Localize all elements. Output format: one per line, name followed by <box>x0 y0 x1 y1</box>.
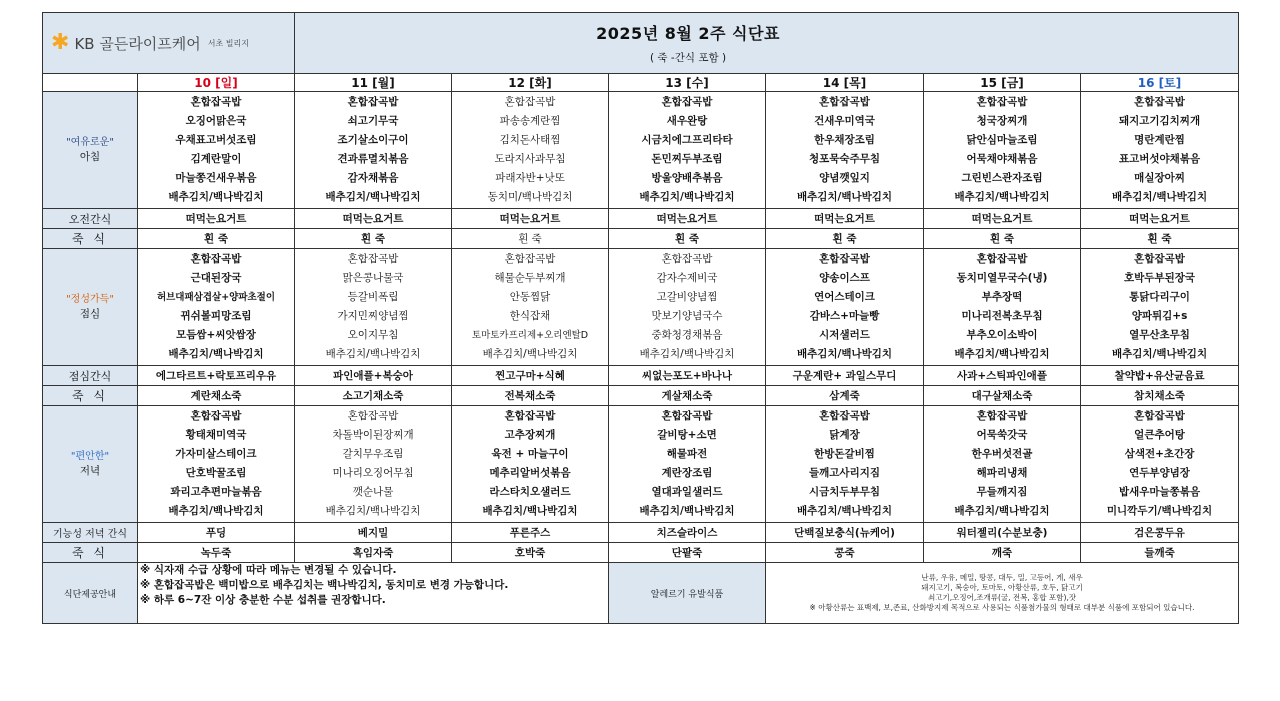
menu-item: 계란장조림 <box>661 467 713 479</box>
porridge-item: 흰 죽 <box>1081 229 1239 249</box>
menu-item: 근대된장국 <box>190 272 242 284</box>
menu-item: 조기살소이구이 <box>337 134 409 146</box>
porridge-item: 흰 죽 <box>295 229 452 249</box>
menu-item: 연어스테이크 <box>814 291 875 303</box>
breakfast-menu <box>1081 92 1239 209</box>
breakfast-row <box>43 92 1239 209</box>
dinner-menu <box>924 406 1081 523</box>
menu-item: 맛보기양념국수 <box>651 310 723 322</box>
menu-item: 배추김치/백나박김치 <box>1111 191 1208 203</box>
dinner-slogan: "편안한" <box>70 451 110 463</box>
menu-item: 혼합잡곡밥 <box>661 410 713 422</box>
menu-item: 양송이스프 <box>819 272 870 284</box>
menu-item: 혼합잡곡밥 <box>190 253 242 265</box>
menu-item: 배추김치/백나박김치 <box>954 505 1050 517</box>
porridge-row-2 <box>43 386 1239 406</box>
menu-item: 파송송계란찜 <box>499 115 561 127</box>
menu-item: 한식잡채 <box>509 310 551 322</box>
menu-item: 배추김치/백나박김치 <box>954 348 1050 360</box>
breakfast-menu <box>452 92 609 209</box>
porridge-item: 흰 죽 <box>924 229 1081 249</box>
dinner-row <box>43 406 1239 523</box>
pm-snack-row <box>43 366 1239 386</box>
dinner-menu <box>609 406 766 523</box>
menu-item: 고갈비양념찜 <box>656 291 718 303</box>
logo-branch: 서초 빌리지 <box>207 38 249 48</box>
menu-item: 혼합잡곡밥 <box>1134 410 1185 422</box>
menu-item: 통닭다리구이 <box>1129 291 1190 303</box>
porridge-item: 소고기채소죽 <box>295 386 452 406</box>
menu-item: 시금치에그프리타타 <box>641 134 733 146</box>
menu-item: 열대과일샐러드 <box>651 486 723 498</box>
meal-plan <box>42 12 1238 624</box>
menu-item: 해물순두부찌개 <box>494 272 566 284</box>
menu-item: 우채표고버섯조림 <box>175 134 257 146</box>
menu-item: 고추장찌개 <box>504 429 556 441</box>
day-header: 12 [화] <box>452 74 609 92</box>
lunch-menu <box>766 249 924 366</box>
am-snack-label: 오전간식 <box>43 209 138 229</box>
title-cell <box>295 13 1239 74</box>
menu-item: 닭안심마늘조림 <box>966 134 1038 146</box>
menu-item: 한우채장조림 <box>814 134 875 146</box>
porridge-item: 흰 죽 <box>138 229 295 249</box>
menu-item: 배추김치/백나박김치 <box>639 505 735 517</box>
am-snack-item: 떠먹는요거트 <box>924 209 1081 229</box>
dinner-menu <box>766 406 924 523</box>
menu-item: 배추김치/백나박김치 <box>168 191 264 203</box>
menu-item: 어묵채야채볶음 <box>966 153 1038 165</box>
corner-cell <box>43 74 138 92</box>
menu-item: 그린빈스관자조림 <box>961 172 1043 184</box>
am-snack-row <box>43 209 1239 229</box>
menu-item: 해파리냉채 <box>976 467 1028 479</box>
menu-item: 중화청경채볶음 <box>651 329 723 341</box>
footer-row <box>43 563 1239 624</box>
menu-item: 배추김치/백나박김치 <box>1111 348 1208 360</box>
kb-star-icon: ✱ <box>51 30 70 55</box>
menu-item: 쇠고기무국 <box>347 115 399 127</box>
menu-item: 방울양배추볶음 <box>651 172 723 184</box>
menu-item: 혼합잡곡밥 <box>347 253 399 265</box>
menu-item: 동치미열무국수(냉) <box>956 272 1048 284</box>
allergy-cell <box>766 563 1239 624</box>
pm-snack-item: 찐고구마+식혜 <box>452 366 609 386</box>
menu-item: 배추김치/백나박김치 <box>482 505 578 517</box>
dinner-snack-item: 워터젤리(수분보충) <box>924 523 1081 543</box>
menu-item: 연두부양념장 <box>1129 467 1190 479</box>
lunch-menu <box>609 249 766 366</box>
breakfast-slogan: "여유로운" <box>66 137 114 149</box>
am-snack-item: 떠먹는요거트 <box>1081 209 1239 229</box>
menu-item: 차돌박이된장찌개 <box>332 429 414 441</box>
menu-item: 배추김치/백나박김치 <box>325 348 421 360</box>
menu-item: 배추김치/백나박김치 <box>796 505 893 517</box>
day-header: 11 [월] <box>295 74 452 92</box>
menu-item: 뀌쉬볼피망조림 <box>180 310 252 322</box>
menu-item: 미나리오징어무침 <box>332 467 414 479</box>
breakfast-title: 아침 <box>79 150 101 163</box>
dinner-snack-item: 단백질보충식(뉴케어) <box>766 523 924 543</box>
porridge-item: 호박죽 <box>452 543 609 563</box>
menu-item: 혼합잡곡밥 <box>347 96 399 108</box>
menu-item: 혼합잡곡밥 <box>661 253 713 265</box>
menu-item: 혼합잡곡밥 <box>819 253 870 265</box>
dinner-snack-label: 기능성 저녁 간식 <box>43 523 138 543</box>
menu-item: 감자채볶음 <box>347 172 399 184</box>
porridge-label: 죽 식 <box>43 543 138 563</box>
menu-item: 황태채미역국 <box>185 429 247 441</box>
dinner-snack-item: 베지밀 <box>295 523 452 543</box>
menu-item: 부추오이소박이 <box>966 329 1038 341</box>
menu-item: 갈치무우조림 <box>342 448 404 460</box>
menu-item: 시금치두부무침 <box>809 486 881 498</box>
menu-item: 갈비탕+소면 <box>657 429 717 441</box>
menu-item: 오이지무침 <box>347 329 399 341</box>
menu-item: 동치미/백나박김치 <box>487 191 573 203</box>
menu-item: 혼합잡곡밥 <box>504 410 556 422</box>
menu-item: 새우완탕 <box>666 115 708 127</box>
porridge-item: 게살채소죽 <box>609 386 766 406</box>
allergy-line: 난류, 우유, 메밀, 땅콩, 대두, 밀, 고등어, 게, 새우 <box>921 573 1083 582</box>
allergy-label: 알레르기 유발식품 <box>609 563 766 624</box>
am-snack-item: 떠먹는요거트 <box>766 209 924 229</box>
day-header: 14 [목] <box>766 74 924 92</box>
menu-item: 해물파전 <box>666 448 708 460</box>
lunch-row <box>43 249 1239 366</box>
menu-item: 혼합잡곡밥 <box>1134 96 1185 108</box>
menu-item: 표고버섯야채볶음 <box>1118 153 1201 165</box>
dinner-menu <box>1081 406 1239 523</box>
day-header: 16 [토] <box>1081 74 1239 92</box>
lunch-title: 점심 <box>79 307 101 320</box>
dinner-snack-item: 푸딩 <box>138 523 295 543</box>
porridge-item: 흑임자죽 <box>295 543 452 563</box>
menu-item: 호박두부된장국 <box>1124 272 1196 284</box>
menu-item: 혼합잡곡밥 <box>819 410 870 422</box>
menu-item: 모듬쌈+씨앗쌈장 <box>176 329 256 341</box>
menu-item: 미니깍두기/백나박김치 <box>1106 505 1213 517</box>
menu-item: 파래자반+낫또 <box>495 172 565 184</box>
porridge-item: 흰 죽 <box>609 229 766 249</box>
menu-item: 매실장아찌 <box>1134 172 1185 184</box>
menu-item: 육전 + 마늘구이 <box>491 448 569 460</box>
allergy-line: 돼지고기, 복숭아, 토마토, 아황산류, 호두, 닭고기 <box>921 583 1083 592</box>
porridge-item: 콩죽 <box>766 543 924 563</box>
porridge-item: 흰 죽 <box>452 229 609 249</box>
porridge-label: 죽 식 <box>43 229 138 249</box>
note-line: ※ 식자재 수급 상황에 따라 메뉴는 변경될 수 있습니다. <box>140 564 397 576</box>
day-header: 10 [일] <box>138 74 295 92</box>
menu-item: 메추리알버섯볶음 <box>489 467 571 479</box>
menu-item: 안동찜닭 <box>509 291 551 303</box>
breakfast-menu <box>295 92 452 209</box>
menu-item: 깻순나물 <box>352 486 394 498</box>
pm-snack-item: 파인애플+복숭아 <box>295 366 452 386</box>
breakfast-menu <box>766 92 924 209</box>
dinner-snack-item: 푸른주스 <box>452 523 609 543</box>
menu-item: 배추김치/백나박김치 <box>954 191 1050 203</box>
menu-item: 혼합잡곡밥 <box>976 96 1028 108</box>
dinner-label <box>43 406 138 523</box>
menu-item: 밥새우마늘쫑볶음 <box>1118 486 1201 498</box>
breakfast-label <box>43 92 138 209</box>
am-snack-item: 떠먹는요거트 <box>138 209 295 229</box>
menu-item: 혼합잡곡밥 <box>1134 253 1185 265</box>
porridge-item: 삼계죽 <box>766 386 924 406</box>
breakfast-menu <box>609 92 766 209</box>
menu-item: 혼합잡곡밥 <box>347 410 399 422</box>
menu-item: 배추김치/백나박김치 <box>482 348 578 360</box>
menu-item: 돼지고기김치찌개 <box>1118 115 1201 127</box>
note-line: ※ 하루 6~7잔 이상 충분한 수분 섭취를 권장합니다. <box>140 594 386 606</box>
menu-item: 김계란말이 <box>190 153 242 165</box>
lunch-label <box>43 249 138 366</box>
menu-item: 얼큰추어탕 <box>1134 429 1185 441</box>
porridge-item: 참치채소죽 <box>1081 386 1239 406</box>
logo <box>43 13 295 74</box>
porridge-item: 단팥죽 <box>609 543 766 563</box>
menu-item: 맑은콩나물국 <box>342 272 404 284</box>
dinner-snack-item: 검은콩두유 <box>1081 523 1239 543</box>
menu-item: 배추김치/백나박김치 <box>168 505 264 517</box>
lunch-menu <box>138 249 295 366</box>
menu-item: 단호박꿀조림 <box>185 467 247 479</box>
menu-item: 시저샐러드 <box>819 329 870 341</box>
menu-item: 혼합잡곡밥 <box>976 253 1028 265</box>
porridge-item: 흰 죽 <box>766 229 924 249</box>
menu-item: 등갈비폭립 <box>347 291 399 303</box>
menu-item: 한방돈갈비찜 <box>814 448 875 460</box>
lunch-slogan: "정성가득" <box>66 294 114 306</box>
menu-item: 열무산초무침 <box>1129 329 1190 341</box>
lunch-menu <box>452 249 609 366</box>
meal-table <box>42 12 1239 624</box>
lunch-menu <box>1081 249 1239 366</box>
menu-item: 라스타치오샐러드 <box>489 486 571 498</box>
menu-item: 배추김치/백나박김치 <box>168 348 264 360</box>
note-line: ※ 혼합잡곡밥은 백미밥으로 배추김치는 백나박김치, 동치미로 변경 가능합니다. <box>140 579 509 591</box>
menu-item: 혼합잡곡밥 <box>819 96 870 108</box>
pm-snack-item: 찰약밥+유산균음료 <box>1081 366 1239 386</box>
porridge-item: 깨죽 <box>924 543 1081 563</box>
pm-snack-item: 구운계란+ 과일스무디 <box>766 366 924 386</box>
menu-item: 배추김치/백나박김치 <box>639 348 735 360</box>
dinner-snack-item: 치즈슬라이스 <box>609 523 766 543</box>
pm-snack-item: 사과+스틱파인애플 <box>924 366 1081 386</box>
pm-snack-item: 씨없는포도+바나나 <box>609 366 766 386</box>
menu-item: 감바스+마늘빵 <box>809 310 880 322</box>
menu-item: 견과류멸치볶음 <box>337 153 409 165</box>
porridge-row-3 <box>43 543 1239 563</box>
menu-item: 혼합잡곡밥 <box>504 96 556 108</box>
menu-item: 명란계란찜 <box>1134 134 1185 146</box>
menu-item: 혼합잡곡밥 <box>190 410 242 422</box>
allergy-line: ※ 아황산류는 표백제, 보,존료, 산화방지제 목적으로 사용되는 식품첨가물의 형태로 대부분 식품에 포함되어 있습니다. <box>809 603 1195 612</box>
menu-item: 배추김치/백나박김치 <box>796 348 893 360</box>
menu-item: 혼합잡곡밥 <box>976 410 1028 422</box>
menu-item: 혼합잡곡밥 <box>190 96 242 108</box>
pm-snack-item: 에그타르트+락토프리우유 <box>138 366 295 386</box>
menu-item: 양파튀김+s <box>1131 310 1188 322</box>
menu-item: 김치돈사태찜 <box>499 134 561 146</box>
day-header: 13 [수] <box>609 74 766 92</box>
lunch-menu <box>295 249 452 366</box>
porridge-item: 대구살채소죽 <box>924 386 1081 406</box>
am-snack-item: 떠먹는요거트 <box>609 209 766 229</box>
lunch-menu <box>924 249 1081 366</box>
allergy-line: 쇠고기,오징어,조개류(굴, 전복, 홍합 포함),잣 <box>927 593 1077 602</box>
menu-item: 허브대패삼겹살+양파초절이 <box>156 292 276 303</box>
menu-item: 청포묵숙주무침 <box>809 153 881 165</box>
porridge-item: 들깨죽 <box>1081 543 1239 563</box>
menu-item: 무들깨지짐 <box>976 486 1028 498</box>
logo-brand: KB 골든라이프케어 <box>74 34 201 53</box>
menu-item: 도라지사과무침 <box>494 153 566 165</box>
menu-item: 가지민찌양념찜 <box>337 310 409 322</box>
dinner-menu <box>295 406 452 523</box>
menu-item: 양념깻잎지 <box>819 172 870 184</box>
dinner-title: 저녁 <box>79 464 101 477</box>
porridge-row-1 <box>43 229 1239 249</box>
menu-item: 토마토카프리제+오리엔탈D <box>471 330 589 341</box>
porridge-item: 전복채소죽 <box>452 386 609 406</box>
menu-item: 마늘쫑건새우볶음 <box>175 172 257 184</box>
notes-cell <box>138 563 609 624</box>
menu-item: 배추김치/백나박김치 <box>639 191 735 203</box>
menu-item: 돈민찌두부조림 <box>651 153 723 165</box>
menu-item: 혼합잡곡밥 <box>504 253 556 265</box>
menu-item: 배추김치/백나박김치 <box>796 191 893 203</box>
menu-item: 혼합잡곡밥 <box>661 96 713 108</box>
menu-item: 배추김치/백나박김치 <box>325 191 421 203</box>
porridge-item: 계란채소죽 <box>138 386 295 406</box>
porridge-item: 녹두죽 <box>138 543 295 563</box>
pm-snack-label: 점심간식 <box>43 366 138 386</box>
info-label: 식단제공안내 <box>43 563 138 624</box>
menu-item: 꽈리고추편마늘볶음 <box>170 486 262 498</box>
breakfast-menu <box>138 92 295 209</box>
menu-item: 오징어맑은국 <box>185 115 247 127</box>
menu-item: 청국장찌개 <box>976 115 1028 127</box>
breakfast-menu <box>924 92 1081 209</box>
menu-item: 닭계장 <box>829 429 860 441</box>
menu-item: 부추장떡 <box>981 291 1023 303</box>
day-header: 15 [금] <box>924 74 1081 92</box>
dinner-snack-row <box>43 523 1239 543</box>
porridge-label: 죽 식 <box>43 386 138 406</box>
dinner-menu <box>452 406 609 523</box>
menu-item: 건새우미역국 <box>814 115 875 127</box>
am-snack-item: 떠먹는요거트 <box>452 209 609 229</box>
menu-item: 삼색전+초간장 <box>1124 448 1195 460</box>
menu-item: 한우버섯전골 <box>971 448 1033 460</box>
day-header-row <box>43 74 1239 92</box>
page-title: 2025년 8월 2주 식단표 <box>596 24 780 43</box>
menu-item: 들깨고사리지짐 <box>809 467 881 479</box>
menu-item: 감자수제비국 <box>656 272 718 284</box>
menu-item: 배추김치/백나박김치 <box>325 505 421 517</box>
menu-item: 미나리전복초무침 <box>961 310 1043 322</box>
dinner-menu <box>138 406 295 523</box>
menu-item: 가자미살스테이크 <box>175 448 257 460</box>
am-snack-item: 떠먹는요거트 <box>295 209 452 229</box>
menu-item: 어묵쑥갓국 <box>976 429 1028 441</box>
page-subtitle: ( 죽 -간식 포함 ) <box>650 52 727 64</box>
